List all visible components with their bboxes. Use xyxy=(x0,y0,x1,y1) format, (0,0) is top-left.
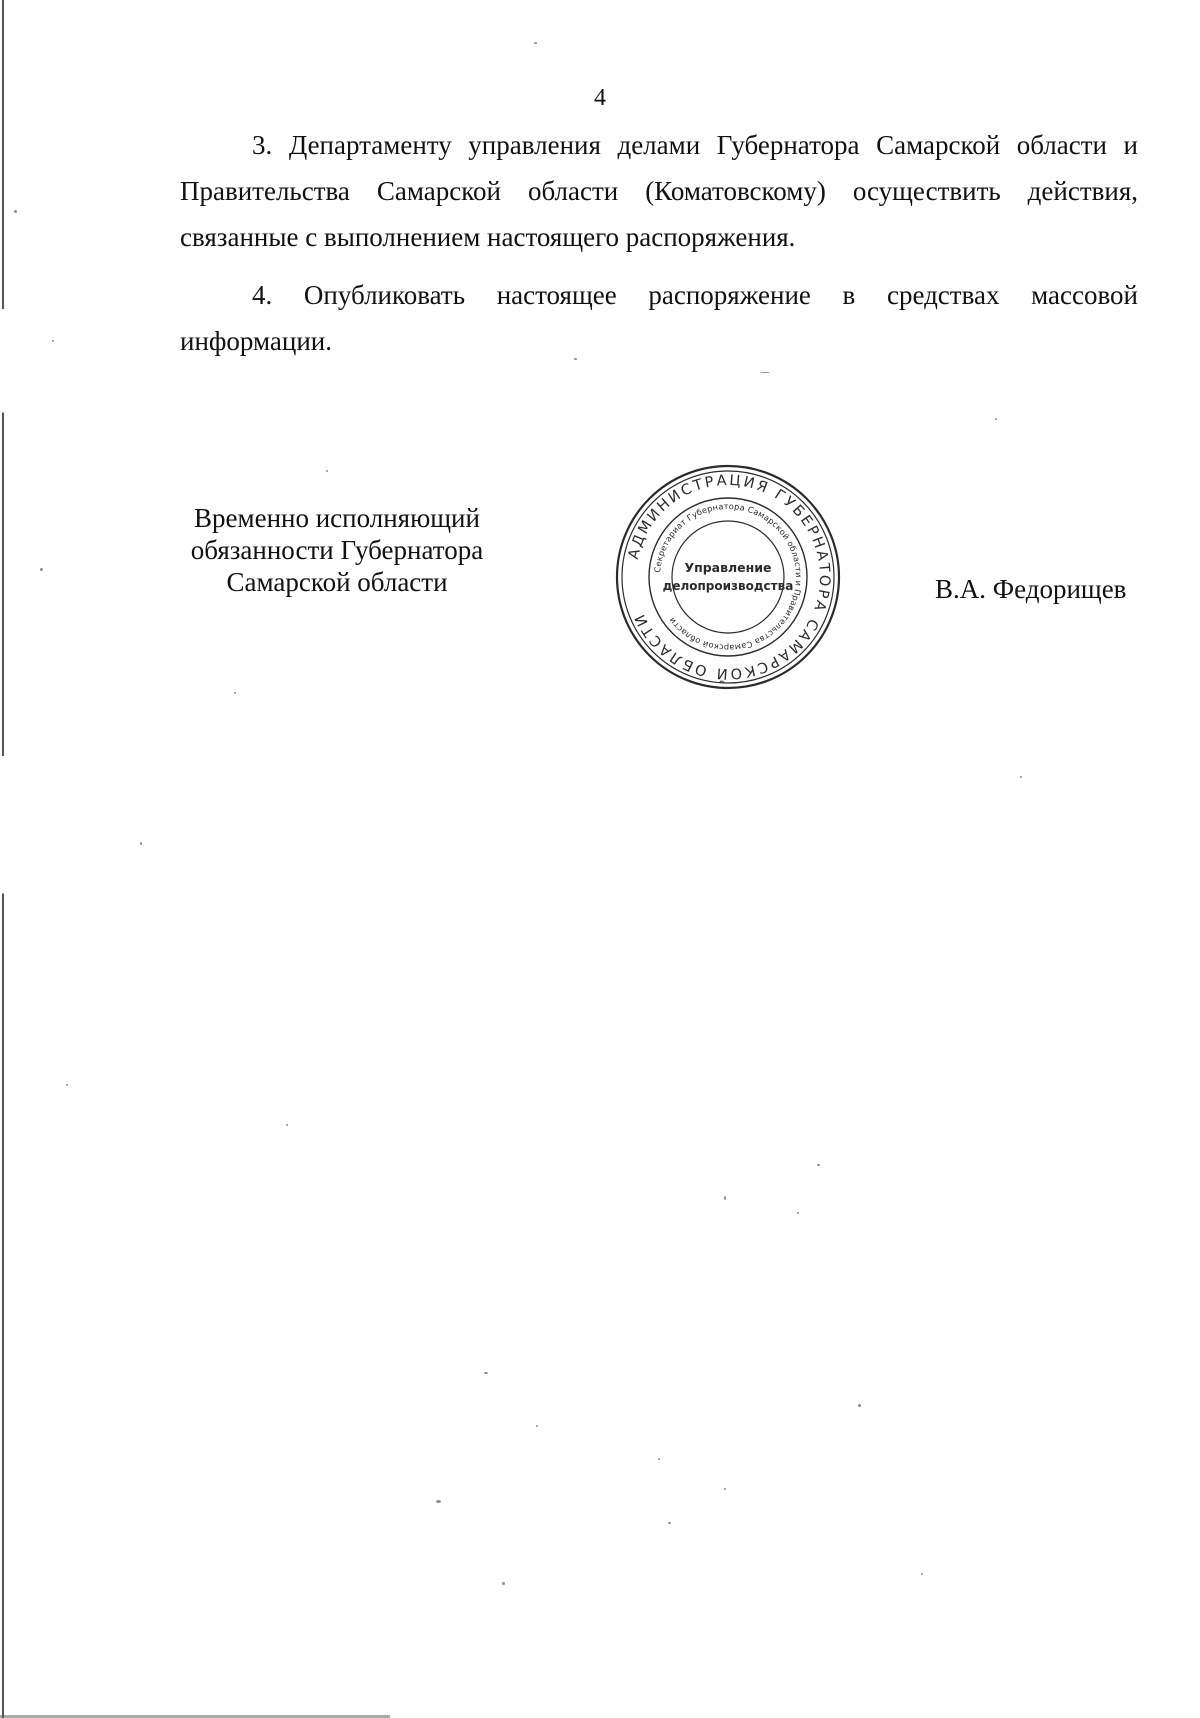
scan-speck xyxy=(52,340,54,342)
scan-speck xyxy=(140,842,142,845)
scan-speck xyxy=(66,1084,68,1086)
paragraph-4: 4. Опубликовать настоящее распоряжение в средствах массовой информации. xyxy=(180,280,1138,356)
paragraph-3: 3. Департаменту управления делами Губернатора Самарской области и Правительства Самарской области (Коматовскому) осуществить действия, связанные с выполнением настоящего распоряжения. xyxy=(180,130,1138,252)
scan-speck xyxy=(234,692,236,694)
stamp-middle-ring xyxy=(649,498,807,656)
scan-speck xyxy=(1020,776,1022,778)
scan-speck xyxy=(536,1425,538,1427)
signatory-title-line-3: Самарской области xyxy=(226,567,448,597)
official-stamp xyxy=(613,462,843,692)
scan-speck xyxy=(724,1196,726,1200)
signatory-name: В.А. Федорищев xyxy=(935,574,1127,604)
scan-speck xyxy=(534,42,537,44)
scan-edge-artifact xyxy=(2,0,4,1718)
signatory-title-line-2: обязанности Губернатора xyxy=(190,535,484,565)
paragraph-3-block xyxy=(180,122,1138,260)
paragraph-4-block xyxy=(180,272,1138,364)
scan-speck xyxy=(668,1522,671,1524)
scan-speck xyxy=(502,1582,505,1585)
scan-speck xyxy=(574,358,577,360)
scan-speck xyxy=(817,1164,820,1166)
scan-speck xyxy=(724,1488,726,1490)
stamp-outer-ring xyxy=(617,466,839,688)
stamp-inner-text: Секретариат Губернатора Самарской области и Правительства Самарской области xyxy=(652,500,805,654)
scan-speck xyxy=(797,1212,799,1214)
scan-speck xyxy=(40,568,43,571)
scan-speck xyxy=(326,470,328,472)
scan-speck xyxy=(14,210,17,213)
scan-speck xyxy=(658,1458,660,1460)
stamp-outer-text: АДМИНИСТРАЦИЯ ГУБЕРНАТОРА САМАРСКОЙ ОБЛАСТИ xyxy=(625,472,833,682)
stamp-inner-ring xyxy=(672,521,784,633)
scan-speck xyxy=(858,1404,861,1407)
scan-speck xyxy=(436,1500,441,1503)
scan-speck xyxy=(995,418,997,420)
scan-speck xyxy=(921,1573,923,1575)
scan-speck xyxy=(760,372,770,373)
page-number: 4 xyxy=(594,85,606,111)
stamp-center-line-1: Управление xyxy=(684,560,772,575)
signatory-title xyxy=(172,502,502,598)
scan-speck xyxy=(484,1372,488,1374)
scan-speck xyxy=(286,1124,288,1126)
stamp-center-line-2: делопроизводства xyxy=(662,579,794,593)
signatory-title-line-1: Временно исполняющий xyxy=(194,503,480,533)
